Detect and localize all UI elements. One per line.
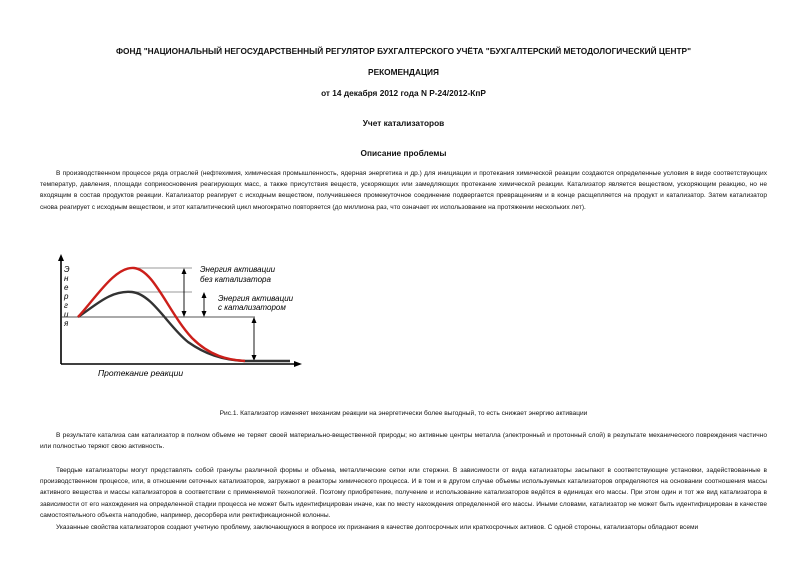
section-title: Описание проблемы [360,148,447,158]
energy-diagram [50,254,310,384]
label-no-catalyst-line1: Энергия активации [200,265,276,274]
reaction-axis-arrow [294,361,302,367]
axis-letter: е [64,283,69,292]
arrow-head [182,268,187,274]
arrow-head [202,292,207,298]
label-with-catalyst-line1: Энергия активации [218,294,294,303]
arrow-head [182,311,187,317]
arrow-head [202,311,207,317]
paragraph-3-text: Твердые катализаторы могут представлять собой гранулы различной формы и объема, металлические сетки или стержни. В зависимости от вида катализаторы засыпают в соответствующие установки, задействованные в производственном процессе, или, в отношении сеточных катализаторов, загружают в реакторы химического процесса. И в том и в другом случае объемы используемых катализаторов определяются на основании соотношения массы активного вещества и массы катализаторов в соответствии с применяемой технологией. Поэтому приобретение, получение и использование катализаторов ведётся в единицах его массы. При этом один и тот же вид катализатора в зависимости от его нахождения на определенной стадии процесса не может быть идентифицирован иначе, как по месту нахождения определенной его массы. Иными словами, катализатор не может быть идентифицирован в качестве самостоятельного объекта наподобие, например, десорбера или ректификационной колонны. [40,467,767,519]
axis-letter: г [64,301,68,310]
doc-date: от 14 декабря 2012 года N Р-24/2012-КпР [321,88,486,98]
energy-axis-arrow [58,254,64,261]
axis-letter: р [64,292,69,301]
label-no-catalyst-line2: без катализатора [200,275,271,284]
doc-title: Учет катализаторов [362,118,445,128]
paragraph-2-text: В результате катализа сам катализатор в полном объеме не теряет своей материально-вещественной природы; но активные центры металла (электронный и протонный слой) в результате механического повреждения частично или полностью теряют свою активность. [40,432,767,451]
axis-letter: н [64,274,69,283]
paragraph-1 [40,168,767,213]
org-header: ФОНД "НАЦИОНАЛЬНЫЙ НЕГОСУДАРСТВЕННЫЙ РЕГУЛЯТОР БУХГАЛТЕРСКОГО УЧЁТА "БУХГАЛТЕРСКИЙ МЕТОДОЛОГИЧЕСКИЙ ЦЕНТР" [115,46,692,56]
paragraph-1-text: В производственном процессе ряда отраслей (нефтехимия, химическая промышленность, ядерная энергетика и др.) для инициации и протекания химической реакции создаются определенные условия в виде соответствующих температур, давления, площади соприкосновения реагирующих масс, а также присутствия веществ, ускоряющих или замедляющих протекание химической реакции. Катализатор является веществом, ускоряющим реакцию, но не входящим в состав продуктов реакции. Катализатор реагирует с исходным веществом, получившееся промежуточное соединение подвергается превращениям и в конце расщепляется на продукт и катализатор. Затем катализатор снова реагирует с исходным веществом, и этот каталитический цикл многократно повторяется (до миллиона раз, что означает их использование на протяжении нескольких лет). [40,170,767,211]
paragraph-4-text: Указанные свойства катализаторов создают учетную проблему, заключающуюся в вопросе их признания в качестве долгосрочных или краткосрочных активов. С одной стороны, катализаторы обладают всеми [56,524,699,531]
arrow-head [252,317,257,323]
axis-letter: и [64,310,69,319]
paragraph-2 [40,430,767,452]
paragraph-4 [40,522,767,533]
axis-letter: Э [64,265,70,274]
figure-caption: Рис.1. Катализатор изменяет механизм реакции на энергетически более выгодный, то есть снижает энергию активации [219,410,588,417]
label-with-catalyst-line2: с катализатором [218,303,286,312]
doc-type: РЕКОМЕНДАЦИЯ [368,67,439,77]
paragraph-3 [40,465,767,521]
energy-axis-label [63,265,72,328]
label-reaction-progress: Протекание реакции [98,368,184,378]
axis-letter: я [64,319,69,328]
